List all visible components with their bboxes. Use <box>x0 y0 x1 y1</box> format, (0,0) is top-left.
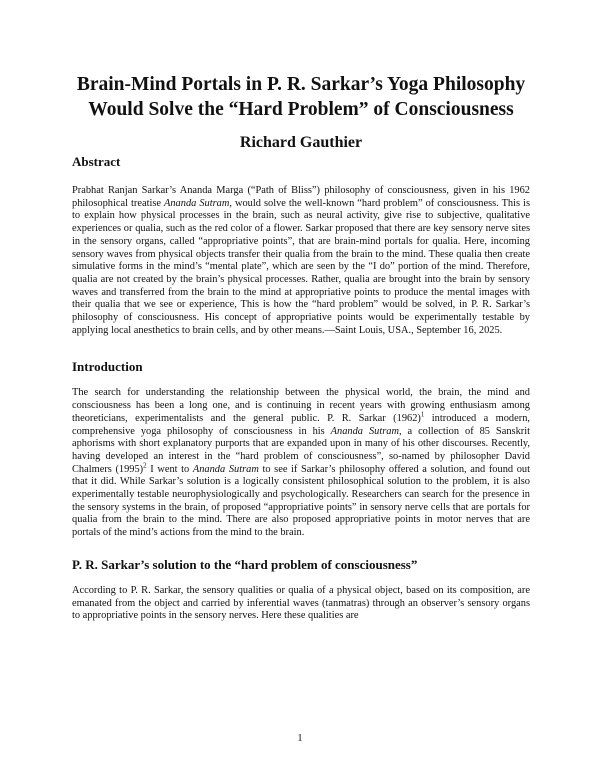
document-page <box>72 72 530 623</box>
solution-heading: P. R. Sarkar’s solution to the “hard problem of consciousness” <box>72 556 418 572</box>
intro-text-3: , a collection of 85 Sanskrit aphorisms with short explanatory purports that are expanded upon in many of his other discourses. Recently, having developed an interest in the “hard problem of consciousness”, so-named by philosopher David Chalmers (1995) <box>72 425 530 475</box>
abstract-title-italic: Ananda Sutram <box>164 197 230 209</box>
intro-text-2: introduced a modern, comprehensive yoga philosophy of consciousness in his <box>72 412 530 437</box>
abstract-text-post: , would solve the well-known “hard problem” of consciousness. This is to explain how physical processes in the brain, such as neural activity, give rise to subjective, qualitative experiences or qualia, such as the red color of a flower. Sarkar proposed that there are key sensory nerve sites in the sensory organs, called “appropriative points”, that are brain-mind portals for qualia. Here, incoming sensory waves from physical objects transfer their qualia from the brain to the mind. These qualia then create simulative forms in the mind’s “mental plate”, which are seen by the “I do” portion of the mind. Therefore, qualia are not created by the brain’s physical processes. Rather, qualia are brought into the brain by sensory waves and transferred from the brain to the mind at appropriative points to produce the mental images with their qualia that we see or experience, This is how the “hard problem” would be solved, in P. R. Sarkar’s philosophy of consciousness. His concept of appropriative points would be experimentally testable by applying local anesthetics to brain cells, and by other means.—Saint Louis, USA., September 16, 2025. <box>72 197 530 336</box>
intro-italic-1: Ananda Sutram <box>330 425 399 437</box>
page-number: 1 <box>297 733 303 744</box>
title-line-1: Brain-Mind Portals in P. R. Sarkar’s Yoga Philosophy <box>76 74 526 95</box>
intro-text-1: The search for understanding the relationship between the physical world, the brain, the mind and consciousness has been a long one, and is continuing in recent years with growing enthusiasm among theoreticians, experimentalists and the general public. P. R. Sarkar (1962) <box>72 387 530 424</box>
solution-paragraph: According to P. R. Sarkar, the sensory qualities or qualia of a physical object, based on its composition, are emanated from the object and carried by inferential waves (tanmatras) through an observer’s sensory organs to appropriative points in the sensory nerves. Here these qualities are <box>72 584 530 622</box>
abstract-paragraph <box>72 185 530 337</box>
intro-text-4: I went to <box>146 463 193 475</box>
abstract-heading: Abstract <box>72 154 121 169</box>
intro-italic-2: Ananda Sutram <box>192 463 259 475</box>
author-name: Richard Gauthier <box>239 134 363 151</box>
footnote-ref-1: 1 <box>420 410 425 419</box>
introduction-paragraph <box>72 387 530 539</box>
intro-text-5: to see if Sarkar’s philosophy offered a solution, and found out that it did. While Sarkar’s solution is a logically consistent philosophical solution to the problem, it is also experimentally testable neurophysiologically and psychologically. Researchers can search for the presence in the sensory systems in the brain, of proposed “appropriative points” in sensory nerve cells that are portals for qualia from the brain to the mind. There are also proposed appropriative points in motor nerves that are portals of the mind’s actions from the mind to the brain. <box>72 463 530 539</box>
abstract-text-pre: Prabhat Ranjan Sarkar’s Ananda Marga (“Path of Bliss”) philosophy of consciousness, given in his 1962 philosophical treatise <box>72 185 530 209</box>
footnote-ref-2: 2 <box>143 461 147 470</box>
introduction-heading: Introduction <box>72 359 143 375</box>
paper-title <box>72 72 530 122</box>
title-line-2: Would Solve the “Hard Problem” of Consciousness <box>88 99 514 120</box>
